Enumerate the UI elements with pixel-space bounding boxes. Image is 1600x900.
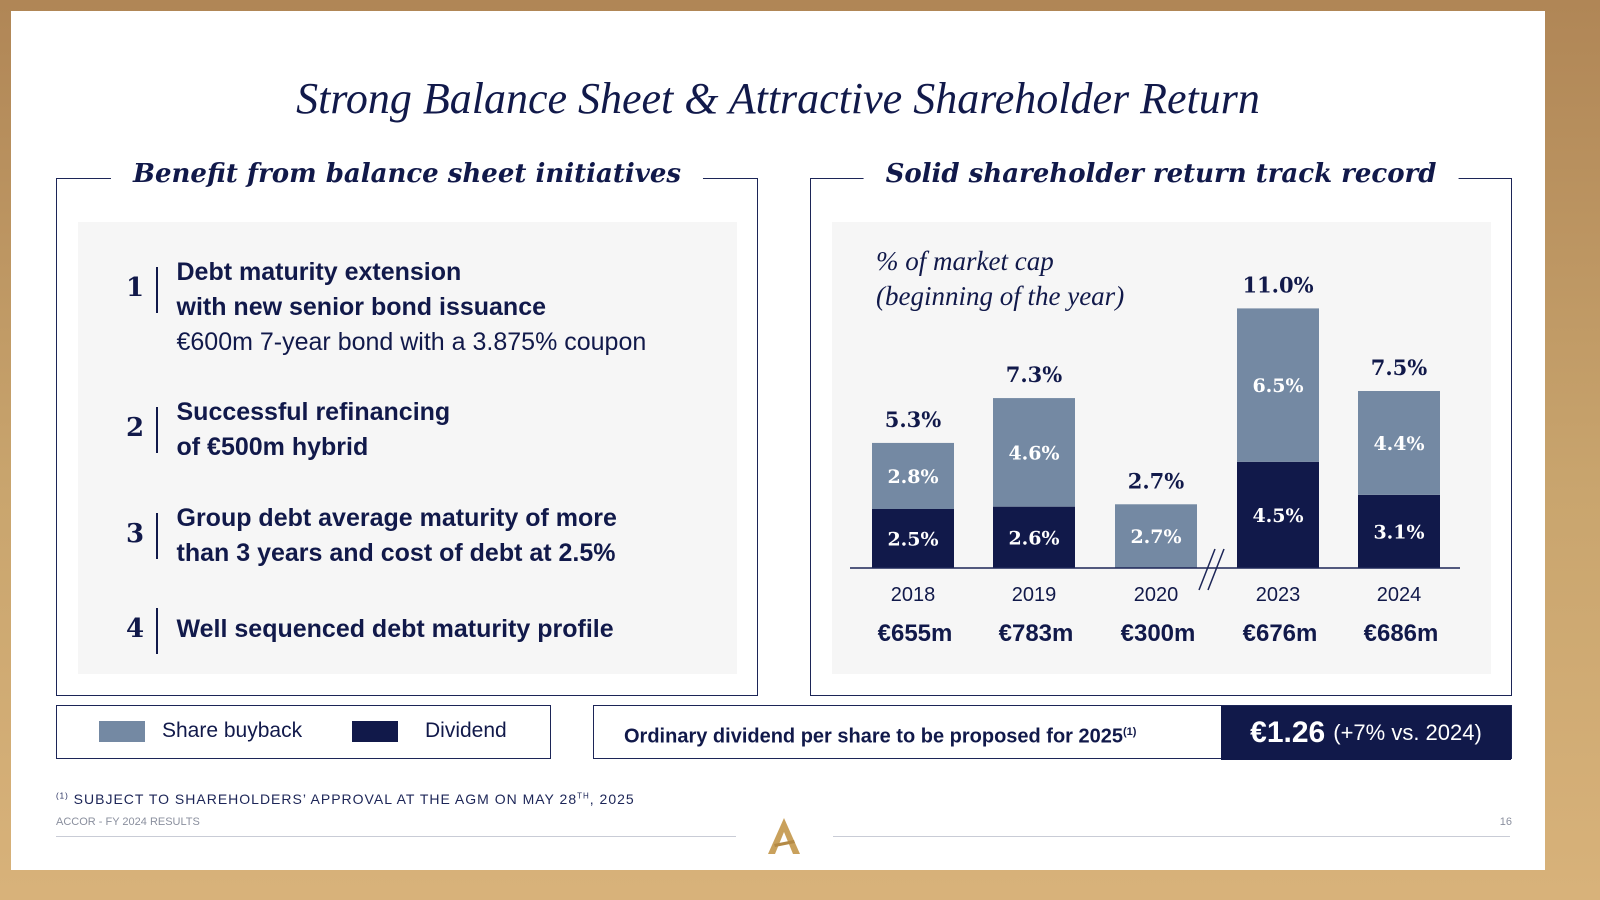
- chart-area: [832, 222, 1491, 674]
- axis-break: [1208, 549, 1224, 590]
- bar-label-dividend: 3.1%: [1373, 521, 1425, 544]
- legend-swatch-dividend: [352, 721, 398, 742]
- initiative-title: of €500m hybrid: [176, 433, 369, 461]
- legend-label-buyback: Share buyback: [162, 719, 303, 742]
- x-tick-label: 2023: [1255, 584, 1301, 606]
- footer-divider: [833, 836, 1510, 837]
- chart-unit-label: % of market cap (beginning of the year): [876, 246, 1125, 311]
- x-tick-label: 2018: [890, 584, 936, 606]
- footer-source: ACCOR - FY 2024 RESULTS: [56, 816, 200, 828]
- bar-label-dividend: 2.5%: [887, 528, 939, 551]
- initiative-title: Successful refinancing: [176, 398, 451, 426]
- dividend-proposal-box: [593, 705, 1512, 759]
- amount-label: €655m: [877, 620, 953, 647]
- initiative-title: with new senior bond issuance: [176, 293, 547, 321]
- initiative-title: Debt maturity extension: [176, 258, 462, 286]
- initiative-item: [114, 501, 617, 571]
- dividend-proposal-value: [1221, 706, 1511, 760]
- bar-total-label: 7.5%: [1370, 355, 1428, 380]
- initiative-title: Group debt average maturity of more: [176, 504, 617, 532]
- balance-sheet-panel-title: Benefit from balance sheet initiatives: [111, 159, 703, 189]
- bar-label-buyback: 4.4%: [1373, 432, 1425, 455]
- initiative-item: [114, 395, 450, 465]
- initiative-title: Well sequenced debt maturity profile: [176, 615, 614, 643]
- amount-label: €686m: [1363, 620, 1439, 647]
- x-tick-label: 2019: [1011, 584, 1057, 606]
- legend-label-dividend: Dividend: [425, 719, 507, 742]
- page-number: 16: [1499, 816, 1512, 828]
- shareholder-return-panel-title: Solid shareholder return track record: [864, 159, 1459, 189]
- bar-label-buyback: 2.8%: [887, 465, 939, 488]
- bar-total-label: 5.3%: [884, 406, 942, 432]
- legend-swatch-buyback: [99, 721, 145, 742]
- bar-total-label: 2.7%: [1127, 468, 1185, 494]
- shareholder-return-panel: [810, 159, 1512, 696]
- bar-label-buyback: 2.7%: [1130, 526, 1182, 549]
- initiative-number: 2: [125, 413, 145, 443]
- bar-total-label: 11.0%: [1242, 272, 1314, 298]
- initiative-item: [114, 612, 614, 654]
- chart-legend: [56, 705, 551, 759]
- bar-label-buyback: 4.6%: [1008, 442, 1060, 465]
- initiative-title: than 3 years and cost of debt at 2.5%: [176, 539, 616, 567]
- bar-label-dividend: 2.6%: [1008, 527, 1060, 550]
- footer-divider: [56, 836, 736, 837]
- initiative-detail: €600m 7-year bond with a 3.875% coupon: [176, 328, 647, 356]
- axis-break: [1199, 549, 1215, 590]
- x-tick-label: 2024: [1376, 584, 1422, 606]
- bar-label-buyback: 6.5%: [1252, 375, 1304, 398]
- balance-sheet-panel: [56, 159, 758, 696]
- initiative-item: [114, 255, 646, 360]
- initiatives-list: [78, 222, 737, 674]
- initiative-number: 4: [125, 614, 145, 644]
- page-title: Strong Balance Sheet & Attractive Shareholder Return: [296, 74, 1260, 123]
- x-tick-label: 2020: [1133, 584, 1179, 606]
- slide: [11, 11, 1545, 870]
- accor-logo-icon: [766, 816, 802, 856]
- initiative-number: 3: [125, 519, 145, 549]
- amount-label: €783m: [998, 620, 1074, 647]
- dividend-amount: €1.26: [1250, 716, 1326, 749]
- footnote: $^{(1)}$ SUBJECT TO SHAREHOLDERS’ APPROVAL AT THE AGM ON MAY 28TH, 2025: [56, 791, 635, 807]
- amount-label: €300m: [1120, 620, 1196, 647]
- amount-label: €676m: [1242, 620, 1318, 647]
- dividend-change: (+7% vs. 2024): [1333, 720, 1482, 745]
- bar-total-label: 7.3%: [1005, 362, 1063, 388]
- shareholder-return-chart: [832, 222, 1491, 674]
- bar-label-dividend: 4.5%: [1252, 504, 1304, 527]
- initiative-number: 1: [125, 273, 145, 303]
- dividend-proposal-label: Ordinary dividend per share to be proposed for 2025$^{(1)}$: [624, 725, 1137, 748]
